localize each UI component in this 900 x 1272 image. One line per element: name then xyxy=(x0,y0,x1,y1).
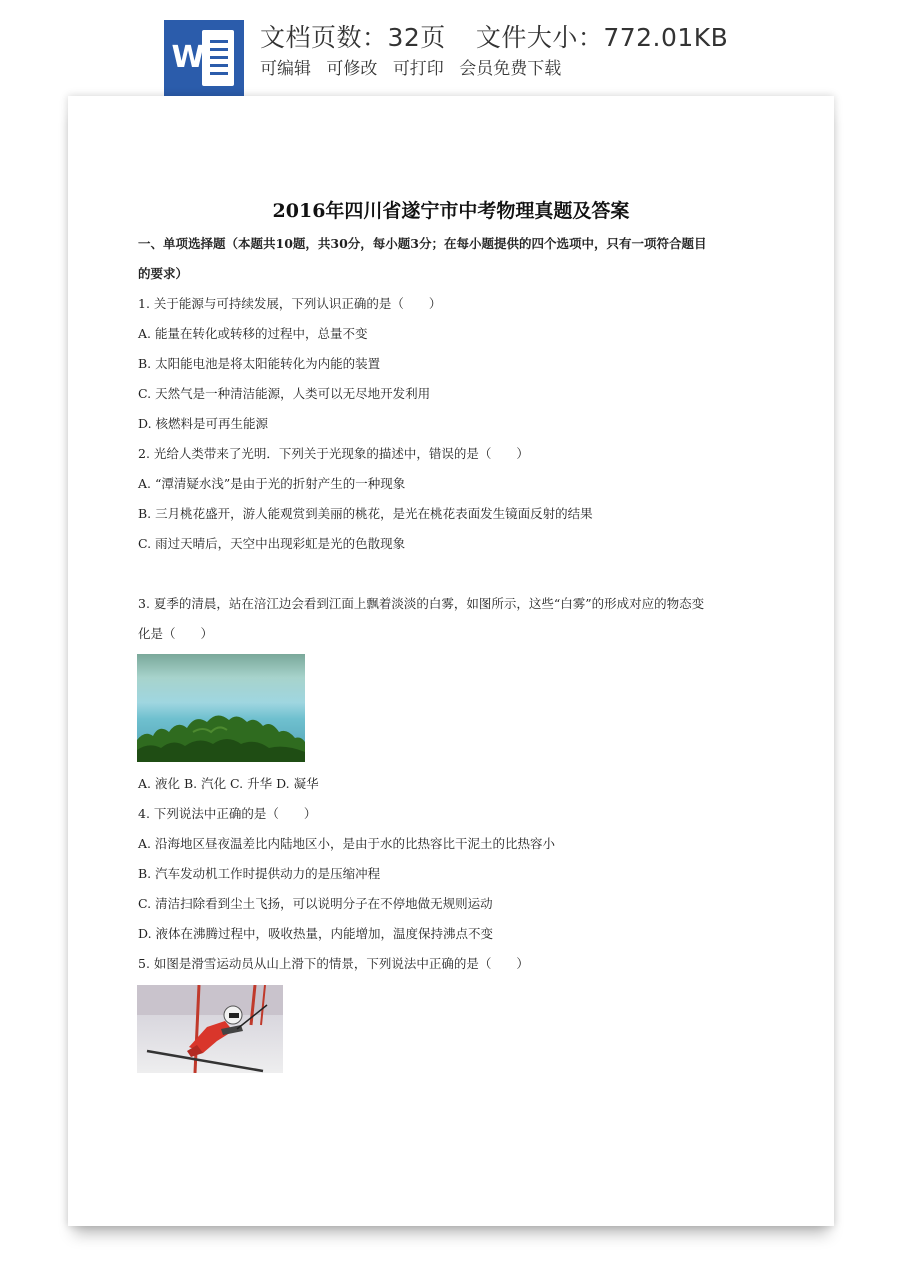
question-1: 1. 关于能源与可持续发展，下列认识正确的是（ ） xyxy=(138,296,442,311)
q4-option-a: A. 沿海地区昼夜温差比内陆地区小，是由于水的比热容比干泥土的比热容小 xyxy=(138,836,555,851)
question-5: 5. 如图是滑雪运动员从山上滑下的情景，下列说法中正确的是（ ） xyxy=(138,956,529,971)
q4-option-d: D. 液体在沸腾过程中，吸收热量，内能增加，温度保持沸点不变 xyxy=(138,926,494,941)
question-3: 3. 夏季的清晨，站在涪江边会看到江面上飘着淡淡的白雾，如图所示，这些“白雾”的形成对应的物态变 xyxy=(138,596,705,611)
q1-option-b: B. 太阳能电池是将太阳能转化为内能的装置 xyxy=(138,356,381,371)
section-heading-cont: 的要求） xyxy=(138,266,189,281)
q1-option-c: C. 天然气是一种清洁能源，人类可以无尽地开发利用 xyxy=(138,386,431,401)
feature-list xyxy=(260,54,571,79)
q4-option-c: C. 清洁扫除看到尘土飞扬，可以说明分子在不停地做无规则运动 xyxy=(138,896,493,911)
word-letter: W xyxy=(171,40,205,75)
download-banner xyxy=(0,0,900,100)
file-size: 文件大小：772.01KB xyxy=(475,23,729,52)
question-3-cont: 化是（ ） xyxy=(138,626,214,641)
q2-option-a: A. “潭清疑水浅”是由于光的折射产生的一种现象 xyxy=(138,476,406,491)
skier-photo xyxy=(137,985,283,1073)
river-fog-photo xyxy=(137,654,305,762)
document-page xyxy=(68,96,834,1226)
word-document-icon xyxy=(164,20,244,96)
q3-options: A. 液化 B. 汽化 C. 升华 D. 凝华 xyxy=(138,776,319,791)
q2-option-b: B. 三月桃花盛开，游人能观赏到美丽的桃花，是光在桃花表面发生镜面反射的结果 xyxy=(138,506,593,521)
tree-foliage xyxy=(137,702,305,762)
file-meta xyxy=(260,18,728,54)
skier-illustration xyxy=(137,985,283,1073)
feature-printable: 可打印 xyxy=(392,59,444,79)
q2-option-c: C. 雨过天晴后，天空中出现彩虹是光的色散现象 xyxy=(138,536,406,551)
feature-member-download: 会员免费下载 xyxy=(459,59,562,79)
q4-option-b: B. 汽车发动机工作时提供动力的是压缩冲程 xyxy=(138,866,381,881)
q1-option-d: D. 核燃料是可再生能源 xyxy=(138,416,269,431)
document-title: 2016年四川省遂宁市中考物理真题及答案 xyxy=(272,200,630,222)
feature-modifiable: 可修改 xyxy=(326,59,378,79)
question-2: 2. 光给人类带来了光明．下列关于光现象的描述中，错误的是（ ） xyxy=(138,446,529,461)
q1-option-a: A. 能量在转化或转移的过程中，总量不变 xyxy=(138,326,368,341)
question-4: 4. 下列说法中正确的是（ ） xyxy=(138,806,317,821)
section-heading: 一、单项选择题（本题共10题，共30分，每小题3分；在每小题提供的四个选项中，只有一项符合题目 xyxy=(138,236,707,251)
feature-editable: 可编辑 xyxy=(260,59,311,79)
page-count: 文档页数：32页 xyxy=(260,23,446,52)
